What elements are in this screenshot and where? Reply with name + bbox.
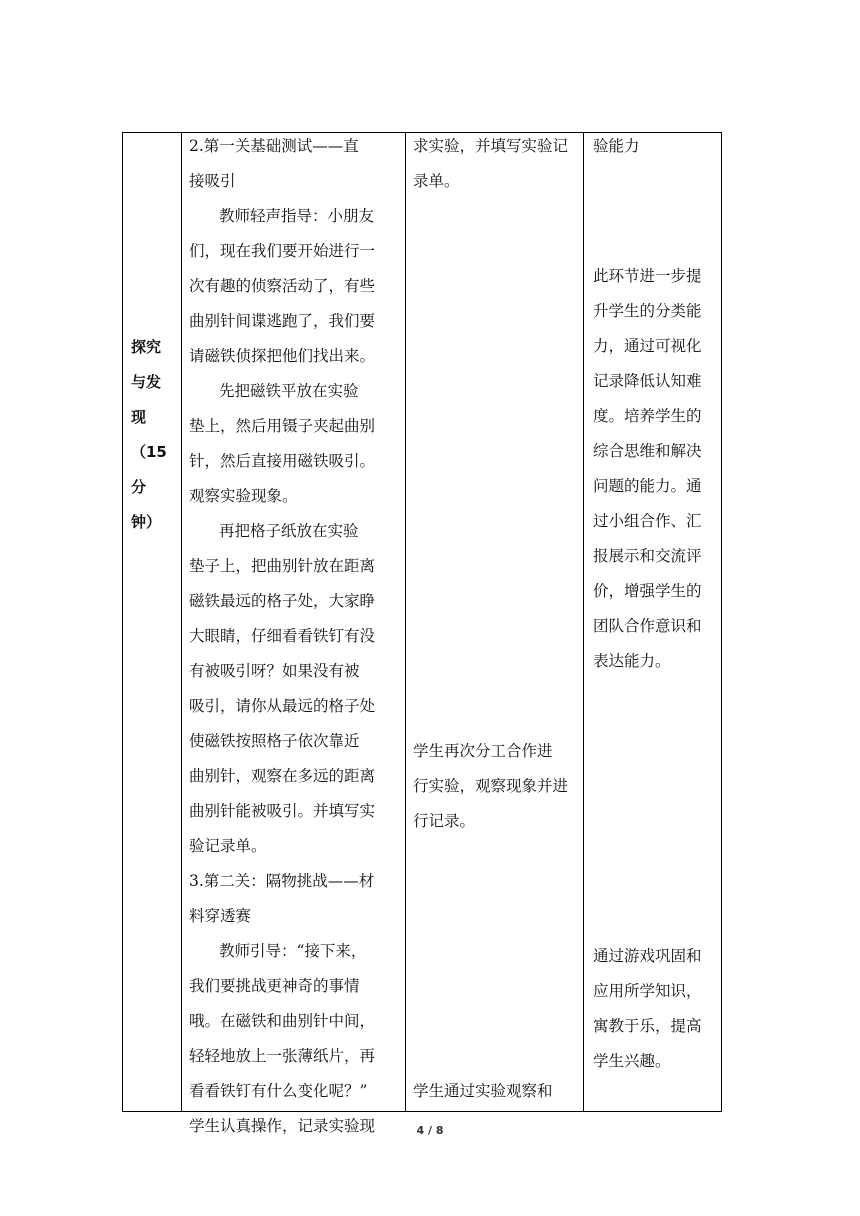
intent-line: 此环节进一步提 bbox=[593, 267, 702, 285]
teacher-line: 接吸引 bbox=[189, 172, 236, 190]
teacher-line: 吸引，请你从最远的格子处 bbox=[189, 697, 376, 715]
teacher-line: 们，现在我们要开始进行一 bbox=[189, 242, 376, 260]
intent-line: 验能力 bbox=[593, 137, 640, 155]
stage-label-line: 与发 bbox=[131, 373, 162, 391]
teacher-line: 轻轻地放上一张薄纸片，再 bbox=[189, 1047, 376, 1065]
teacher-line: 曲别针，观察在多远的距离 bbox=[189, 767, 376, 785]
intent-line: 通过游戏巩固和 bbox=[593, 947, 702, 965]
intent-line: 学生兴趣。 bbox=[593, 1052, 671, 1070]
intent-line: 应用所学知识， bbox=[593, 982, 702, 1000]
page-number: 4 / 8 bbox=[416, 1124, 444, 1137]
intent-line: 报展示和交流评 bbox=[593, 547, 702, 565]
teacher-line: 垫子上，把曲别针放在距离 bbox=[189, 557, 376, 575]
intent-line: 团队合作意识和 bbox=[593, 617, 702, 635]
column-divider bbox=[181, 133, 182, 1111]
column-divider bbox=[583, 133, 584, 1111]
stage-label-line: （15 bbox=[131, 443, 167, 461]
intent-line: 升学生的分类能 bbox=[593, 302, 702, 320]
teacher-line: 我们要挑战更神奇的事情 bbox=[189, 977, 360, 995]
teacher-line: 再把格子纸放在实验 bbox=[219, 522, 359, 540]
intent-line: 过小组合作、汇 bbox=[593, 512, 702, 530]
intent-line: 表达能力。 bbox=[593, 652, 671, 670]
teacher-line: 哦。在磁铁和曲别针中间， bbox=[189, 1012, 376, 1030]
intent-line: 价，增强学生的 bbox=[593, 582, 702, 600]
teacher-line: 验记录单。 bbox=[189, 837, 267, 855]
teacher-line: 针，然后直接用磁铁吸引。 bbox=[189, 452, 376, 470]
teacher-line: 学生认真操作，记录实验现 bbox=[189, 1117, 376, 1135]
student-line: 行记录。 bbox=[413, 812, 476, 830]
intent-line: 寓教于乐，提高 bbox=[593, 1017, 702, 1035]
teacher-line: 料穿透赛 bbox=[189, 907, 252, 925]
teacher-line: 垫上，然后用镊子夹起曲别 bbox=[189, 417, 376, 435]
teacher-line: 曲别针能被吸引。并填写实 bbox=[189, 802, 376, 820]
student-line: 录单。 bbox=[413, 172, 460, 190]
teacher-line: 教师引导：“接下来， bbox=[219, 942, 367, 960]
teacher-line: 请磁铁侦探把他们找出来。 bbox=[189, 347, 376, 365]
teacher-line: 有被吸引呀？如果没有被 bbox=[189, 662, 360, 680]
student-line: 学生通过实验观察和 bbox=[413, 1082, 553, 1100]
intent-line: 综合思维和解决 bbox=[593, 442, 702, 460]
teacher-line: 教师轻声指导：小朋友 bbox=[219, 207, 375, 225]
student-line: 求实验，并填写实验记 bbox=[413, 137, 569, 155]
stage-label-line: 探究 bbox=[131, 338, 162, 356]
teacher-line: 使磁铁按照格子依次靠近 bbox=[189, 732, 360, 750]
intent-line: 问题的能力。通 bbox=[593, 477, 702, 495]
teacher-line: 3.第二关：隔物挑战——材 bbox=[189, 872, 375, 890]
stage-label-line: 分 bbox=[131, 478, 147, 496]
stage-label-line: 钟） bbox=[131, 513, 162, 531]
teacher-line: 观察实验现象。 bbox=[189, 487, 298, 505]
teacher-line: 曲别针间谍逃跑了，我们要 bbox=[189, 312, 376, 330]
column-divider bbox=[405, 133, 406, 1111]
teacher-line: 大眼睛，仔细看看铁钉有没 bbox=[189, 627, 376, 645]
intent-line: 力，通过可视化 bbox=[593, 337, 702, 355]
student-line: 学生再次分工合作进 bbox=[413, 742, 553, 760]
intent-line: 记录降低认知难 bbox=[593, 372, 702, 390]
teacher-line: 2.第一关基础测试——直 bbox=[189, 137, 359, 155]
teacher-line: 看看铁钉有什么变化呢？” bbox=[189, 1082, 368, 1100]
intent-line: 度。培养学生的 bbox=[593, 407, 702, 425]
stage-label-line: 现 bbox=[131, 408, 147, 426]
teacher-line: 次有趣的侦察活动了，有些 bbox=[189, 277, 376, 295]
teacher-line: 先把磁铁平放在实验 bbox=[219, 382, 359, 400]
student-line: 行实验，观察现象并进 bbox=[413, 777, 569, 795]
teacher-line: 磁铁最远的格子处，大家睁 bbox=[189, 592, 376, 610]
